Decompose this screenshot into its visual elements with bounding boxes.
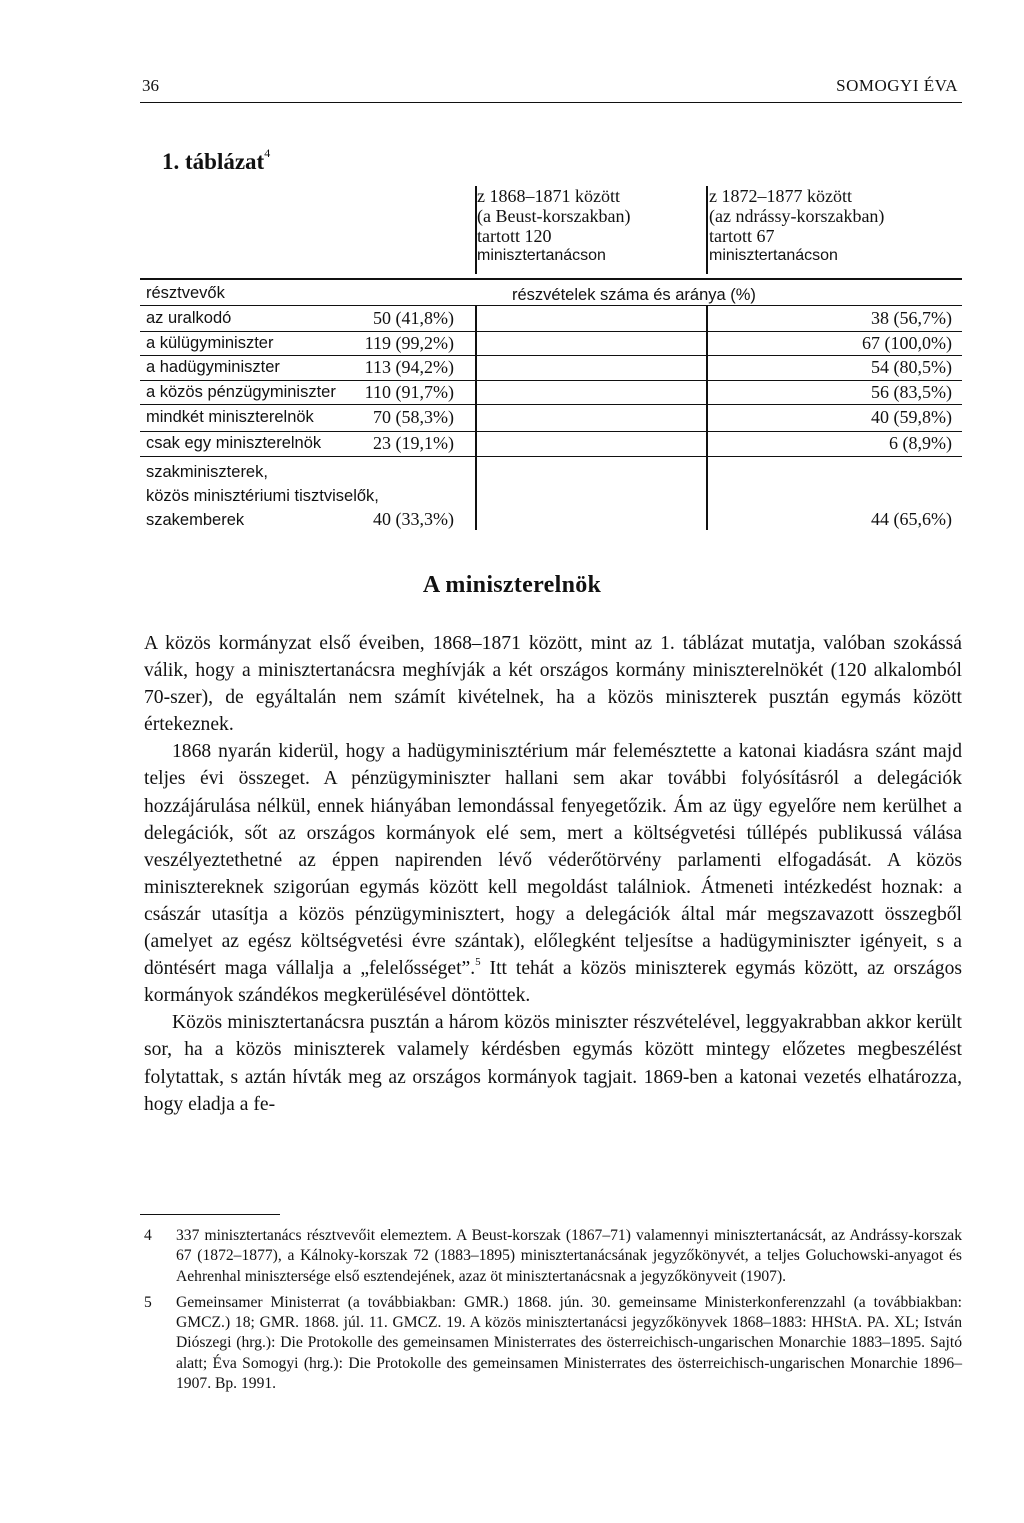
- column-header-andrassy: [709, 186, 884, 266]
- column-header-beust: [477, 186, 630, 266]
- table-rule: [140, 456, 962, 457]
- table-cell-andrassy: 67 (100,0%): [862, 333, 952, 353]
- table-cell-beust: 70 (58,3%): [373, 407, 454, 427]
- column-header-line: minisztertanácson: [709, 247, 838, 264]
- body-paragraph-text: 1868 nyarán kiderül, hogy a hadügyminisztérium már felemésztette a katonai kiadásra szánt majd teljes évi összeget. A pénzügyminiszter hallani sem akar további folyósításról a delegációk hozzájárulása nélkül, ennek hiányában lemondással fenyegetőzik. Ám az ügy egyelőre nem kerülhet a delegációk, sőt az országos kormányok elé sem, mert a költségvetési túllépés publikussá válása veszélyeztethetné az éppen napirenden lévő véderőtörvény parlamenti elfogadását. A közös minisztereknek szigorúan egymás között kell megoldást találniok. Átmeneti intézkedést hoznak: a császár utasítja a közös pénzügyminisztert, hogy a delegációk által már megszavazott összegből (amelyet az egész költségvetési évre szántak), előlegként teljesítse a hadügyminiszter igényeit, s a döntésért maga vállalja a „felelősséget”.: [144, 741, 962, 980]
- table-caption-text: 1. táblázat: [162, 149, 265, 174]
- unit-header: részvételek száma és aránya (%): [512, 286, 756, 304]
- running-title: SOMOGYI ÉVA: [836, 76, 958, 95]
- footnote-separator: [140, 1214, 280, 1215]
- table-row-label-line: közös minisztériumi tisztviselők,: [146, 487, 379, 505]
- participation-table: [140, 0, 962, 560]
- table-row-label: a közös pénzügyminiszter: [146, 383, 336, 401]
- table-cell-beust: 50 (41,8%): [373, 308, 454, 328]
- footnote-number: 4: [144, 1227, 152, 1244]
- table-row-label-line: szakemberek: [146, 511, 245, 529]
- table-rule: [140, 331, 962, 332]
- table-cell-andrassy: 54 (80,5%): [871, 357, 952, 377]
- footnotes: [144, 1226, 962, 1400]
- body-paragraph: Közös minisztertanácsra pusztán a három közös miniszter részvételével, leggyakrabban akkor került sor, ha a közös miniszterek valamely kérdésben egymás között mintegy előzetes megbeszélést folytattak, s aztán hívták meg az országos kormányok tagjait. 1869-ben a katonai vezetés elhatározza, hogy eladja a fe-: [144, 1012, 962, 1115]
- table-row-label: a külügyminiszter: [146, 334, 274, 352]
- footnote-text: 337 minisztertanács résztvevőit elemeztem. A Beust-korszak (1867–71) valamennyi minisztertanácsát, az Andrássy-korszak 67 (1872–1877), a Kálnoky-korszak 72 (1883–1895) minisztertanácsának jegyzőkönyvét, a teljes Goluchowski-anyagot és Aehrenhal minisztersége első esztendejének, azaz öt minisztertanácsnak a jegyzőkönyveit (1907).: [176, 1227, 962, 1285]
- table-rule: [140, 431, 962, 432]
- column-header-line: (az ndrássy-korszakban): [709, 206, 885, 226]
- column-header-line: tartott 120: [477, 226, 552, 246]
- footnote-text: Gemeinsamer Ministerrat (a továbbiakban: GMR.) 1868. jún. 30. gemeinsame Ministerkonferenzzahl (a továbbiakban: GMCZ.) 18; GMR. 1868. júl. 11. GMCZ. 19. A közös minisztertanácsi jegyzőkönyvek 1868–1883: HHStA. PA. XL; István Diószegi (hrg.): Die Protokolle des gemeinsamen Ministerrates des österreichisch-ungarischen Monarchie 1883–1895. Sajtó alatt; Éva Somogyi (hrg.): Die Protokolle des gemeinsamen Ministerrates des österreichisch-ungarischen Monarchie 1896–1907. Bp. 1991.: [176, 1293, 962, 1393]
- table-rule: [140, 404, 962, 405]
- body-paragraph-text: Itt tehát a közös miniszterek egymás között, az országos kormányok szándékos megkerülésével döntöttek.: [144, 958, 962, 1007]
- column-header-line: minisztertanácson: [477, 247, 606, 264]
- table-cell-beust: 23 (19,1%): [373, 433, 454, 453]
- table-vertical-rule: [706, 306, 708, 530]
- table-cell-andrassy: 38 (56,7%): [871, 308, 952, 328]
- table-cell-beust: 40 (33,3%): [373, 509, 454, 529]
- body-text: [144, 630, 962, 1118]
- table-row-label: mindkét miniszterelnök: [146, 408, 314, 426]
- footnote: [144, 1226, 962, 1287]
- table-row-label: a hadügyminiszter: [146, 358, 280, 376]
- table-rule: [140, 355, 962, 356]
- table-cell-beust: 113 (94,2%): [364, 357, 454, 377]
- table-caption-footnote-ref: 4: [264, 146, 271, 160]
- table-cell-beust: 119 (99,2%): [364, 333, 454, 353]
- table-cell-andrassy: 44 (65,6%): [871, 509, 952, 529]
- column-header-line: z 1868–1871 között: [477, 186, 620, 206]
- table-rule: [140, 305, 962, 306]
- body-paragraph: A közös kormányzat első éveiben, 1868–1871 között, mint az 1. táblázat mutatja, valóban szokássá válik, hogy a minisztertanácsra meghívják a két országos kormány miniszterelnökét (120 alkalomból 70-szer), de egyáltalán nem számít kivételnek, ha a közös miniszterek pusztán egymás között értekeznek.: [144, 633, 962, 736]
- table-row-label: csak egy miniszterelnök: [146, 434, 322, 452]
- table-row-label-line: szakminiszterek,: [146, 463, 268, 481]
- footnote-number: 5: [144, 1293, 152, 1311]
- table-vertical-rule: [475, 186, 477, 274]
- footnote: [144, 1293, 962, 1394]
- table-cell-beust: 110 (91,7%): [364, 382, 454, 402]
- table-row-label: az uralkodó: [146, 309, 232, 327]
- column-header-line: tartott 67: [709, 226, 775, 246]
- table-cell-andrassy: 40 (59,8%): [871, 407, 952, 427]
- body-paragraph: [144, 738, 962, 1009]
- column-header-line: z 1872–1877 között: [709, 186, 852, 206]
- table-cell-andrassy: 56 (83,5%): [871, 382, 952, 402]
- section-heading: A miniszterelnök: [422, 572, 602, 598]
- table-rule-top: [140, 278, 962, 280]
- footnote-ref: 5: [475, 956, 481, 969]
- row-header-label: résztvevők: [146, 284, 225, 302]
- table-vertical-rule: [475, 306, 477, 530]
- table-row-label-multiline: [146, 460, 379, 532]
- table-cell-andrassy: 6 (8,9%): [889, 433, 952, 453]
- page-number: 36: [142, 76, 159, 95]
- column-header-line: (a Beust-korszakban): [477, 206, 631, 226]
- table-vertical-rule: [706, 186, 708, 274]
- table-rule: [140, 380, 962, 381]
